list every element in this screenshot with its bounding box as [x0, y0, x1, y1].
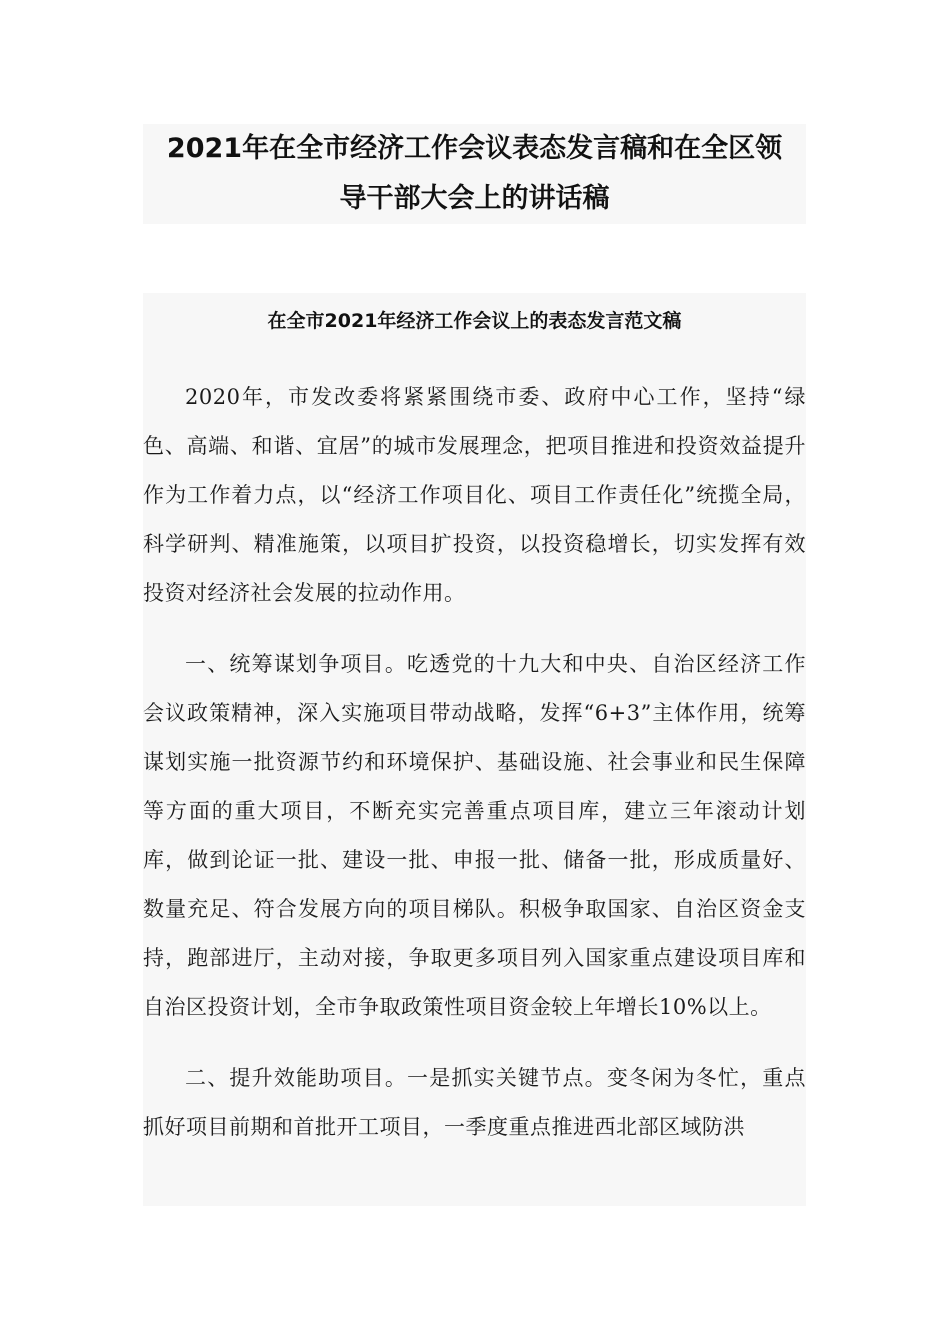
paragraph-section-2: 二、提升效能助项目。一是抓实关键节点。变冬闲为冬忙，重点抓好项目前期和首批开工项目，一季度重点推进西北部区域防洪 — [143, 1066, 806, 1139]
document-title-line-2: 导干部大会上的讲话稿 — [339, 183, 610, 214]
document-subtitle: 在全市2021年经济工作会议上的表态发言范文稿 — [267, 310, 682, 332]
document-body — [143, 293, 806, 1206]
paragraph-intro: 2020年，市发改委将紧紧围绕市委、政府中心工作，坚持“绿色、高端、和谐、宜居”的城市发展理念，把项目推进和投资效益提升作为工作着力点，以“经济工作项目化、项目工作责任化”统揽全局，科学研判、精准施策，以项目扩投资，以投资稳增长，切实发挥有效投资对经济社会发展的拉动作用。 — [143, 385, 806, 605]
document-title-block — [143, 124, 806, 224]
document-title-line-1: 2021年在全市经济工作会议表态发言稿和在全区领 — [166, 133, 783, 164]
paragraph-section-1: 一、统筹谋划争项目。吃透党的十九大和中央、自治区经济工作会议政策精神，深入实施项目带动战略，发挥“6+3”主体作用，统筹谋划实施一批资源节约和环境保护、基础设施、社会事业和民生保障等方面的重大项目，不断充实完善重点项目库，建立三年滚动计划库，做到论证一批、建设一批、申报一批、储备一批，形成质量好、数量充足、符合发展方向的项目梯队。积极争取国家、自治区资金支持，跑部进厅，主动对接，争取更多项目列入国家重点建设项目库和自治区投资计划，全市争取政策性项目资金较上年增长10%以上。 — [143, 652, 806, 1019]
